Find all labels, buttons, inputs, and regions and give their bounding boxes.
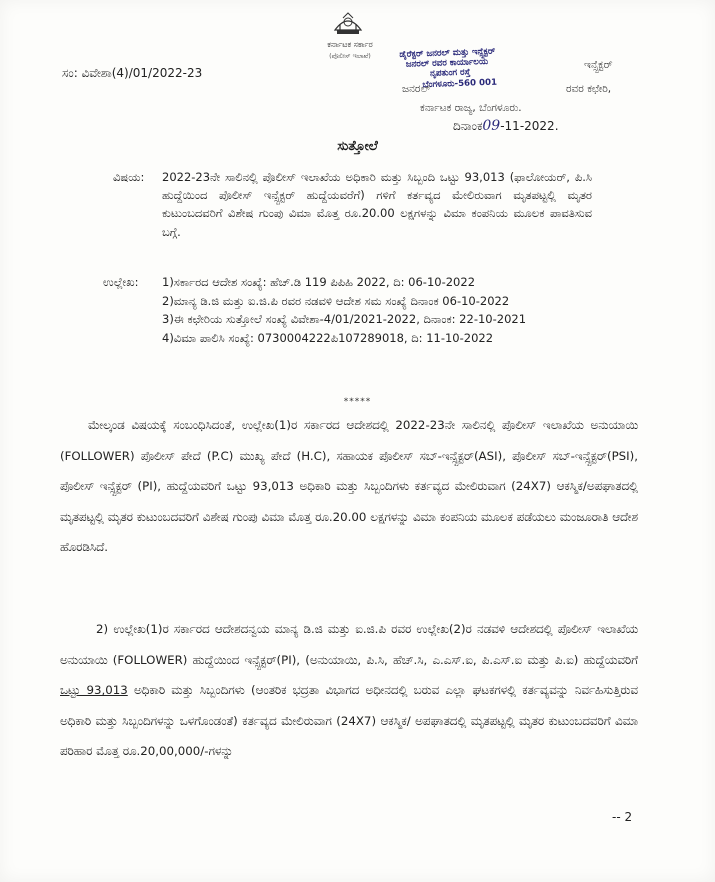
reference-item: 4)ವಿಮಾ ಪಾಲಿಸಿ ಸಂಖ್ಯೆ: 0730004222ಪಿ107289018, ದಿ: 11-10-2022 [162,330,494,345]
paragraph-2-underlined: ಒಟ್ಟು 93,013 [60,683,128,698]
stamp-line: ನೃಪತುಂಗ ರಸ್ತೆ [429,67,471,80]
address-line: ರವರ ಕಛೇರಿ, [566,83,612,95]
subject-label: ವಿಷಯ: [113,170,145,184]
page-continuation: -- 2 [612,810,633,824]
stamp-line: ಡೈರೆಕ್ಟರ್ ಜನರಲ್ ಮತ್ತು ಇನ್ಸ್ಪೆಕ್ಟರ್ [399,46,496,61]
reference-item: 2)ಮಾನ್ಯ ಡಿ.ಜಿ ಮತ್ತು ಐ.ಜಿ.ಪಿ ರವರ ನಡವಳಿ ಆದೇಶ ಸಮ ಸಂಖ್ಯೆ ದಿನಾಂಕ 06-10-2022 [162,293,510,308]
paragraph-1 [60,410,638,563]
paragraph-2-text-before: 2) ಉಲ್ಲೇಖ(1)ರ ಸರ್ಕಾರದ ಆದೇಶದನ್ವಯ ಮಾನ್ಯ ಡಿ.ಜಿ ಮತ್ತು ಐ.ಜಿ.ಪಿ ರವರ ಉಲ್ಲೇಖ(2)ರ ನಡವಳಿ ಆದೇಶದಲ್ಲಿ ಪೊಲೀಸ್ ಇಲಾಖೆಯ ಅನುಯಾಯಿ (FOLLOWER) ಹುದ್ದೆಯಿಂದ ಇನ್ಸ್ಪೆಕ್ಟರ್(PI), (ಅನುಯಾಯಿ, ಪಿ.ಸಿ, ಹೆಚ್.ಸಿ, ಎ.ಎಸ್.ಐ, ಪಿ.ಎಸ್.ಐ ಮತ್ತು ಪಿ.ಐ) ಹುದ್ದೆಯವರಿಗೆ [60,622,638,667]
date-label: ದಿನಾಂಕ [453,119,483,133]
paragraph-2-text-after: ಅಧಿಕಾರಿ ಮತ್ತು ಸಿಬ್ಬಂದಿಗಳು (ಆಂತರಿಕ ಭದ್ರತಾ ವಿಭಾಗದ ಅಧೀನದಲ್ಲಿ ಬರುವ ಎಲ್ಲಾ ಘಟಕಗಳಲ್ಲಿ ಕರ್ತವ್ಯವನ್ನು ನಿರ್ವಹಿಸುತ್ತಿರುವ ಅಧಿಕಾರಿ ಮತ್ತು ಸಿಬ್ಬಂದಿಗಳನ್ನು ಒಳಗೊಂಡಂತೆ) ಕರ್ತವ್ಯದ ಮೇಲಿರುವಾಗ (24X7) ಆಕಸ್ಮಿಕ/ ಅಪಘಾತದಲ್ಲಿ ಮೃತಪಟ್ಟಲ್ಲಿ ಮೃತರ ಕುಟುಂಬದವರಿಗೆ ವಿಮಾ ಪರಿಹಾರ ಮೊತ್ತ ರೂ.20,00,000/-ಗಳನ್ನು [60,683,639,759]
date-rest: -11-2022. [500,119,559,133]
references-list [162,273,592,347]
address-line: ಕರ್ನಾಟಕ ರಾಜ್ಯ, ಬೆಂಗಳೂರು. [420,102,522,114]
references-label: ಉಲ್ಲೇಖ: [103,275,139,289]
address-prefix: ಜನರಲ್ [402,83,431,95]
separator: ***** [343,397,372,407]
date-line [453,118,559,134]
subject-text: 2022-23ನೇ ಸಾಲಿನಲ್ಲಿ ಪೊಲೀಸ್ ಇಲಾಖೆಯ ಅಧಿಕಾರಿ ಮತ್ತು ಸಿಬ್ಬಂದಿ ಒಟ್ಟು 93,013 (ಫಾಲೋಯರ್, ಪಿ.ಸಿ ಹುದ್ದೆಯಿಂದ ಪೊಲೀಸ್ ಇನ್ಸ್ಪೆಕ್ಟರ್ ಹುದ್ದೆಯವರೆಗೆ) ಗಳಿಗೆ ಕರ್ತವ್ಯದ ಮೇಲಿರುವಾಗ ಮೃತಪಟ್ಟಲ್ಲಿ ಮೃತರ ಕುಟುಂಬದವರಿಗೆ ವಿಶೇಷ ಗುಂಪು ವಿಮಾ ಮೊತ್ತ ರೂ.20.00 ಲಕ್ಷಗಳನ್ನು ವಿಮಾ ಕಂಪನಿಯ ಮೂಲಕ ಪಾವತಿಸುವ ಬಗ್ಗೆ. [162,170,592,239]
department-name: (ಪೊಲೀಸ್ ಇಲಾಖೆ) [329,52,371,60]
paragraph-2 [60,614,638,767]
address-line: ಇನ್ಸ್ಪೆಕ್ಟರ್ [584,59,613,71]
reference-item: 1)ಸರ್ಕಾರದ ಆದೇಶ ಸಂಖ್ಯೆ: ಹೆಚ್.ಡಿ 119 ಪಿಪಿಹಿ 2022, ದಿ: 06-10-2022 [162,275,476,289]
date-handwritten: 09 [482,118,501,134]
karnataka-emblem-icon [331,10,365,38]
paragraph-1-text: ಮೇಲ್ಕಂಡ ವಿಷಯಕ್ಕೆ ಸಂಬಂಧಿಸಿದಂತೆ, ಉಲ್ಲೇಖ(1)ರ ಸರ್ಕಾರದ ಆದೇಶದಲ್ಲಿ 2022-23ನೇ ಸಾಲಿನಲ್ಲಿ ಪೊಲೀಸ್ ಇಲಾಖೆಯ ಅನುಯಾಯಿ (FOLLOWER) ಪೊಲೀಸ್ ಪೇದೆ (P.C) ಮುಖ್ಯ ಪೇದೆ (H.C), ಸಹಾಯಕ ಪೊಲೀಸ್ ಸಬ್-ಇನ್ಸ್ಪೆಕ್ಟರ್(ASI), ಪೊಲೀಸ್ ಸಬ್-ಇನ್ಸ್ಪೆಕ್ಟರ್(PSI), ಪೊಲೀಸ್ ಇನ್ಸ್ಪೆಕ್ಟರ್ (PI), ಹುದ್ದೆಯವರಿಗೆ ಒಟ್ಟು 93,013 ಅಧಿಕಾರಿ ಮತ್ತು ಸಿಬ್ಬಂದಿಗಳು ಕರ್ತವ್ಯದ ಮೇಲಿರುವಾಗ (24X7) ಆಕಸ್ಮಿಕ/ಅಪಘಾತದಲ್ಲಿ ಮೃತಪಟ್ಟಲ್ಲಿ ಮೃತರ ಕುಟುಂಬದವರಿಗೆ ವಿಶೇಷ ಗುಂಪು ವಿಮಾ ಮೊತ್ತ ರೂ.20.00 ಲಕ್ಷಗಳನ್ನು ವಿಮಾ ಕಂಪನಿಯ ಮೂಲಕ ಪಡೆಯಲು ಮಂಜೂರಾತಿ ಆದೇಶ ಹೊರಡಿಸಿದೆ. [60,418,638,555]
stamp-line: ಜನರಲ್ ರವರ ಕಾರ್ಯಾಲಯ [405,57,489,70]
reference-number: ಸಂ: ವಿವೇಶಾ(4)/01/2022-23 [62,66,203,80]
reference-item: 3)ಈ ಕಛೇರಿಯ ಸುತ್ತೋಲೆ ಸಂಖ್ಯೆ ವಿವೇಶಾ-4/01/2021-2022, ದಿನಾಂಕ: 22-10-2021 [162,312,527,327]
stamp-line: ಬೆಂಗಳೂರು-560 001 [422,77,498,90]
circular-title: ಸುತ್ತೋಲೆ [337,139,378,154]
government-name: ಕರ್ನಾಟಕ ಸರ್ಕಾರ [327,40,373,49]
